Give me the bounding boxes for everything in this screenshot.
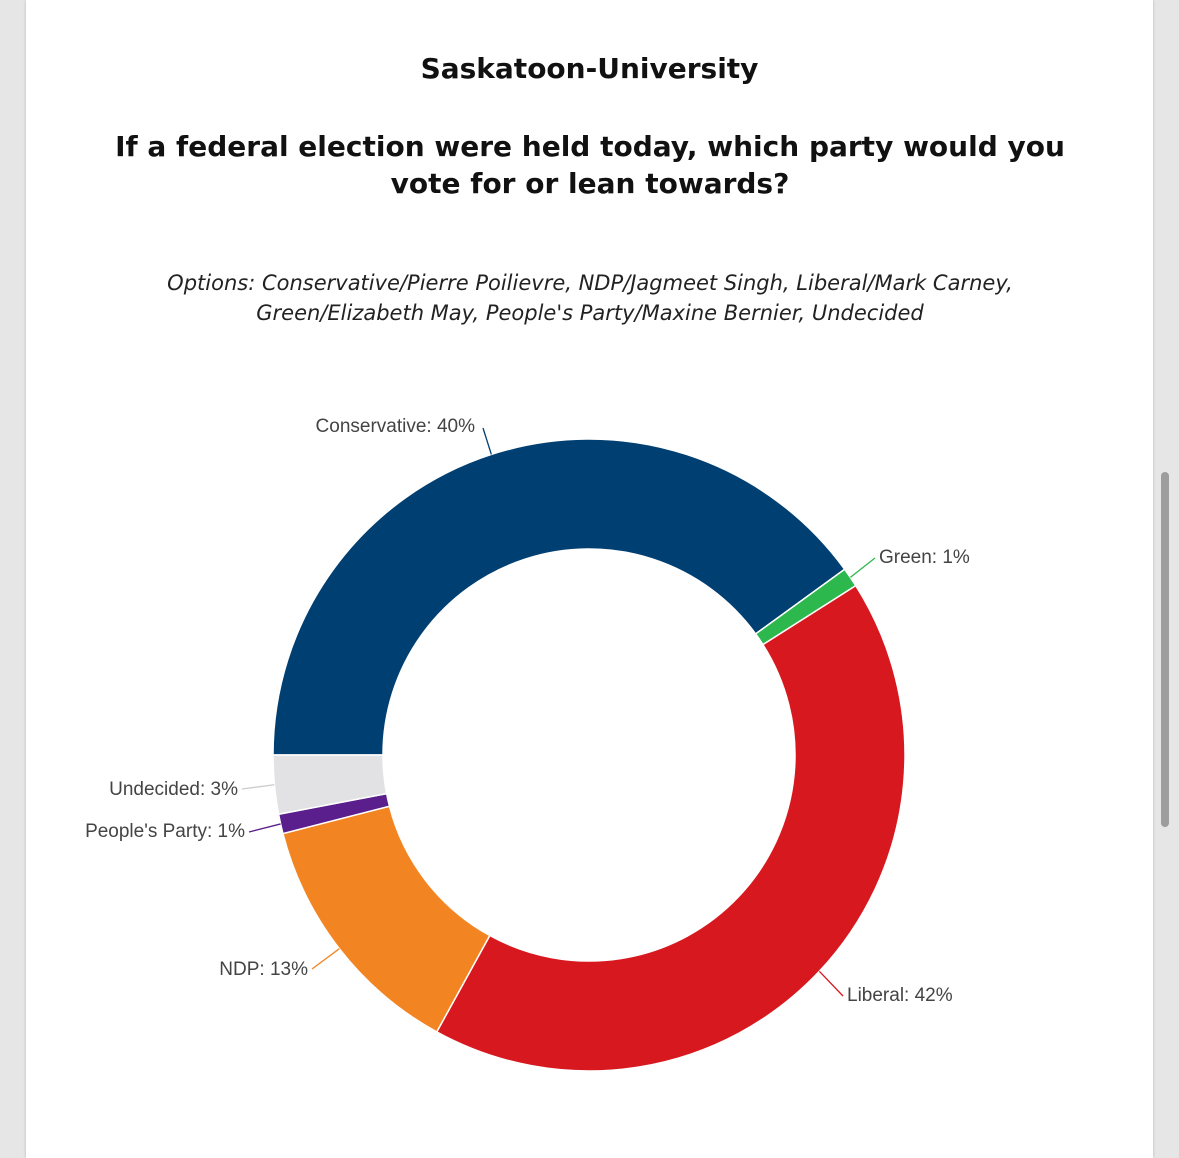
connector-people-s-party	[249, 824, 281, 832]
connector-undecided	[242, 785, 274, 789]
connector-green	[850, 558, 875, 577]
label-green: Green: 1%	[879, 547, 970, 568]
scrollbar-thumb[interactable]	[1161, 472, 1169, 827]
slice-conservative[interactable]	[273, 439, 845, 755]
label-people-s-party: People's Party: 1%	[85, 821, 245, 842]
label-ndp: NDP: 13%	[219, 959, 308, 980]
page-title: Saskatoon-University	[420, 52, 759, 85]
connector-conservative	[483, 428, 491, 454]
label-undecided: Undecided: 3%	[109, 779, 238, 800]
slice-liberal[interactable]	[437, 586, 905, 1071]
label-conservative: Conservative: 40%	[315, 416, 475, 437]
connector-ndp	[312, 949, 339, 969]
label-liberal: Liberal: 42%	[847, 985, 953, 1006]
connector-liberal	[819, 971, 843, 996]
survey-question: If a federal election were held today, which party would you vote for or lean towards?	[115, 130, 1065, 200]
options-note: Options: Conservative/Pierre Poilievre, NDP/Jagmeet Singh, Liberal/Mark Carney, Green/Elizabeth May, People's Party/Maxine Bernier, Undecided	[167, 271, 1013, 325]
